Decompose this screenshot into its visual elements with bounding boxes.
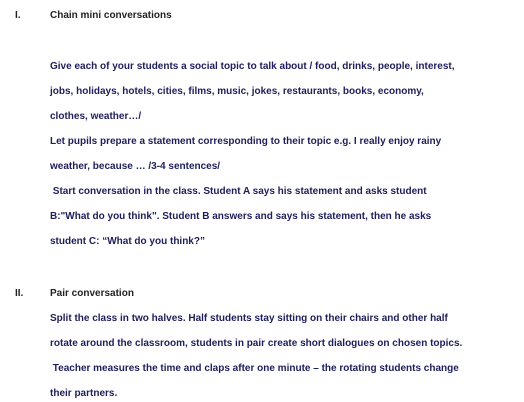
section-2-line-2: rotate around the classroom, students in pair create short dialogues on chosen topics.: [50, 338, 463, 349]
section-1-line-7: B:"What do you think". Student B answers and says his statement, then he asks: [50, 211, 432, 222]
section-1-line-3: clothes, weather…/: [50, 111, 142, 122]
section-2-line-1: Split the class in two halves. Half students stay sitting on their chairs and other half: [50, 313, 448, 324]
section-1-line-5: weather, because … /3-4 sentences/: [50, 161, 221, 172]
section-2-line-4: their partners.: [50, 388, 118, 399]
section-1-line-8: student C: “What do you think?”: [50, 236, 205, 247]
section-1-line-2: jobs, holidays, hotels, cities, films, music, jokes, restaurants, books, economy,: [50, 86, 424, 97]
section-2-heading: Pair conversation: [50, 288, 134, 299]
section-1-line-1: Give each of your students a social topic to talk about / food, drinks, people, interest,: [50, 61, 455, 72]
section-1-heading: Chain mini conversations: [50, 10, 172, 21]
section-1-line-6: Start conversation in the class. Student A says his statement and asks student: [50, 186, 427, 197]
section-1-line-4: Let pupils prepare a statement corresponding to their topic e.g. I really enjoy rainy: [50, 136, 442, 147]
section-1-numeral: I.: [15, 10, 21, 21]
section-2-line-3: Teacher measures the time and claps after one minute – the rotating students change: [50, 363, 459, 374]
section-2-numeral: II.: [15, 288, 24, 299]
